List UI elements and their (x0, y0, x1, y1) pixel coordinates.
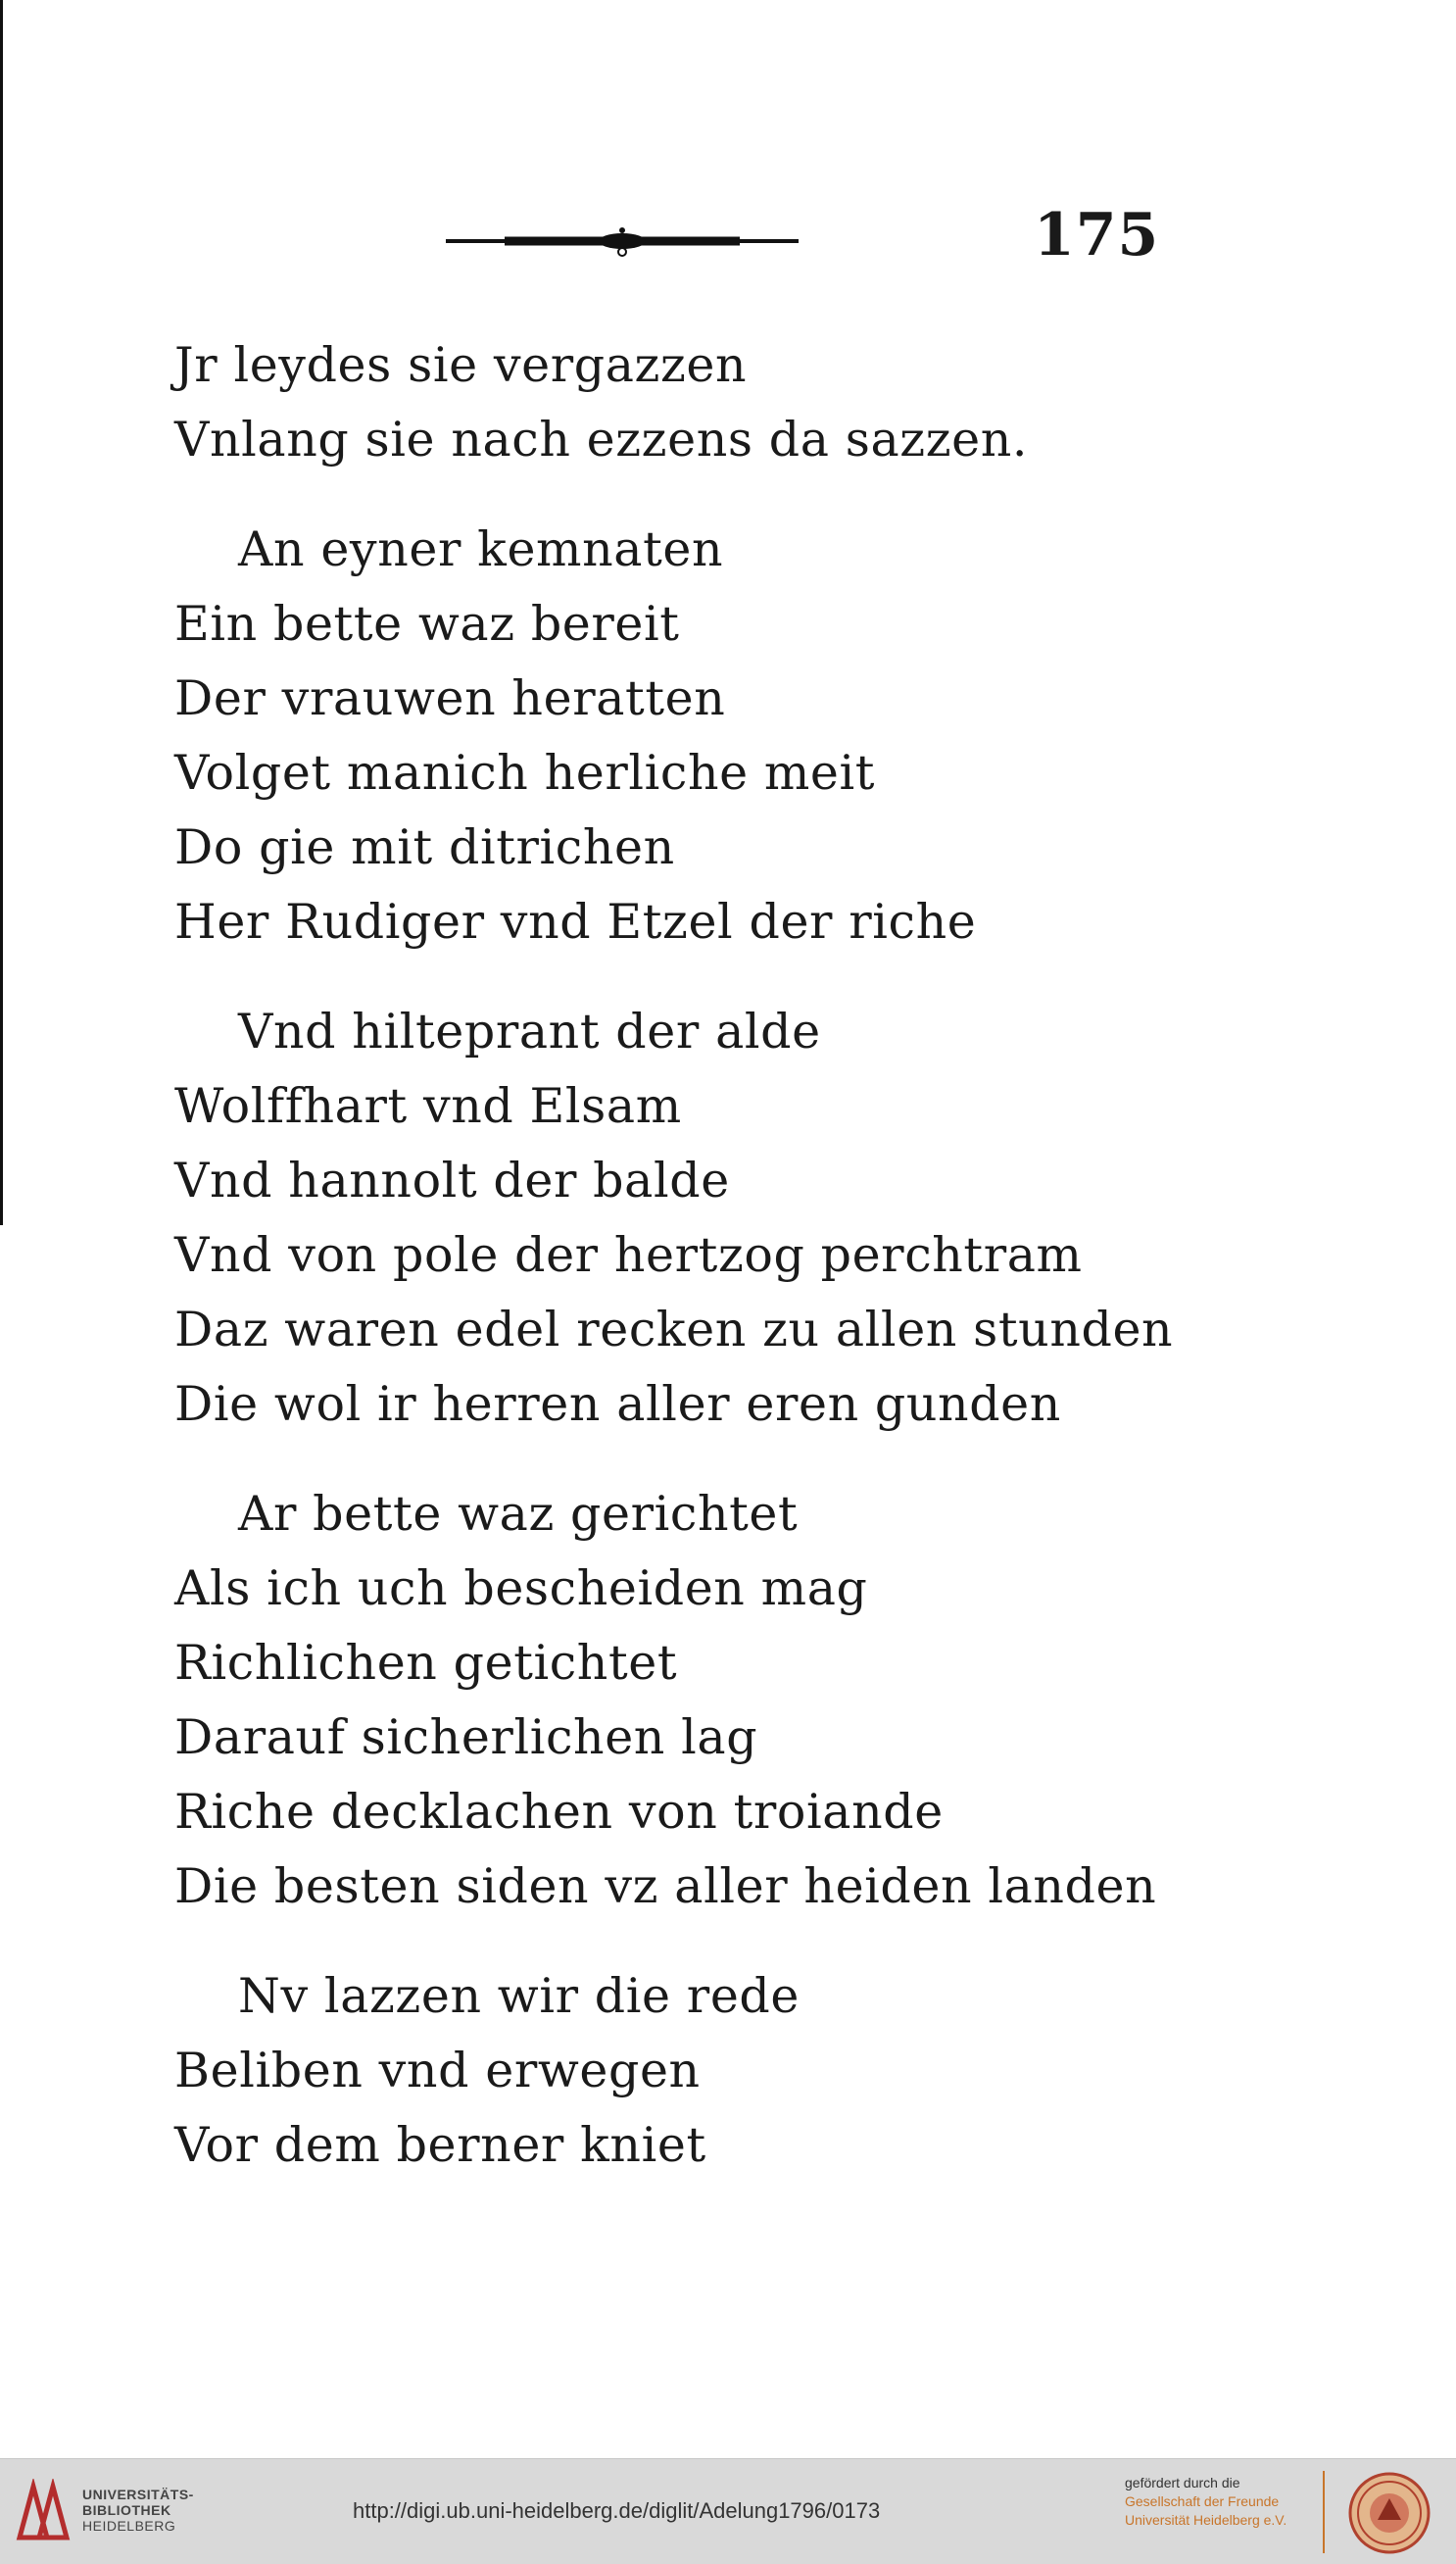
verse-line: Vnd hannolt der balde (174, 1153, 730, 1208)
verse-line: Volget manich herliche meit (174, 745, 876, 801)
verse-line: Nv lazzen wir die rede (238, 1968, 800, 2024)
sponsor-org-line: Gesellschaft der Freunde (1125, 2493, 1280, 2509)
verse-line: Als ich uch bescheiden mag (174, 1560, 868, 1616)
sponsor-org-line: Universität Heidelberg e.V. (1125, 2512, 1287, 2528)
library-logo-icon (14, 2479, 74, 2545)
library-name-line: UNIVERSITÄTS- (82, 2487, 194, 2502)
verse-line: Riche decklachen von troiande (174, 1784, 944, 1840)
sponsor-divider (1323, 2471, 1325, 2553)
stanza-1 (174, 328, 1252, 477)
library-name (82, 2487, 194, 2534)
page-number: 175 (1034, 201, 1160, 270)
university-seal-icon (1340, 2471, 1438, 2555)
stanza-5 (174, 1959, 1252, 2183)
verse-line: Ar bette waz gerichtet (238, 1486, 799, 1542)
verse-line: Vor dem berner kniet (174, 2117, 706, 2173)
sponsor-organization (1125, 2492, 1311, 2530)
verse-line: Richlichen getichtet (174, 1635, 678, 1691)
stanza-2 (174, 513, 1252, 960)
verse-line: Wolffhart vnd Elsam (174, 1078, 682, 1134)
verse-line: Vnlang sie nach ezzens da sazzen. (174, 412, 1029, 468)
verse-line: Die besten siden vz aller heiden landen (174, 1858, 1157, 1914)
stanza-3 (174, 995, 1252, 1442)
library-name-line: BIBLIOTHEK (82, 2502, 171, 2518)
verse-line: Der vrauwen heratten (174, 670, 726, 726)
page-edge-rule (0, 0, 3, 1225)
stanza-4 (174, 1477, 1252, 1924)
verse-line: Beliben vnd erwegen (174, 2043, 701, 2098)
verse-line: Ein bette waz bereit (174, 596, 680, 652)
verse-line: Do gie mit ditrichen (174, 819, 675, 875)
verse-line: Die wol ir herren aller eren gunden (174, 1376, 1061, 1432)
verse-line: Daz waren edel recken zu allen stunden (174, 1302, 1174, 1357)
footer-bar (0, 2458, 1456, 2564)
verse-line: Darauf sicherlichen lag (174, 1709, 758, 1765)
head-ornament (446, 227, 799, 257)
verse-line: Vnd von pole der hertzog perchtram (174, 1227, 1083, 1283)
sponsor-label: gefördert durch die (1125, 2475, 1240, 2490)
poem-text (174, 328, 1252, 2183)
sponsor-block (1125, 2473, 1311, 2530)
verse-line: An eyner kemnaten (238, 521, 724, 577)
library-name-line: HEIDELBERG (82, 2518, 176, 2534)
verse-line: Her Rudiger vnd Etzel der riche (174, 894, 977, 950)
verse-line: Jr leydes sie vergazzen (174, 337, 748, 393)
permalink-url[interactable]: http://digi.ub.uni-heidelberg.de/diglit/Adelung1796/0173 (353, 2498, 881, 2523)
verse-line: Vnd hilteprant der alde (238, 1004, 821, 1060)
